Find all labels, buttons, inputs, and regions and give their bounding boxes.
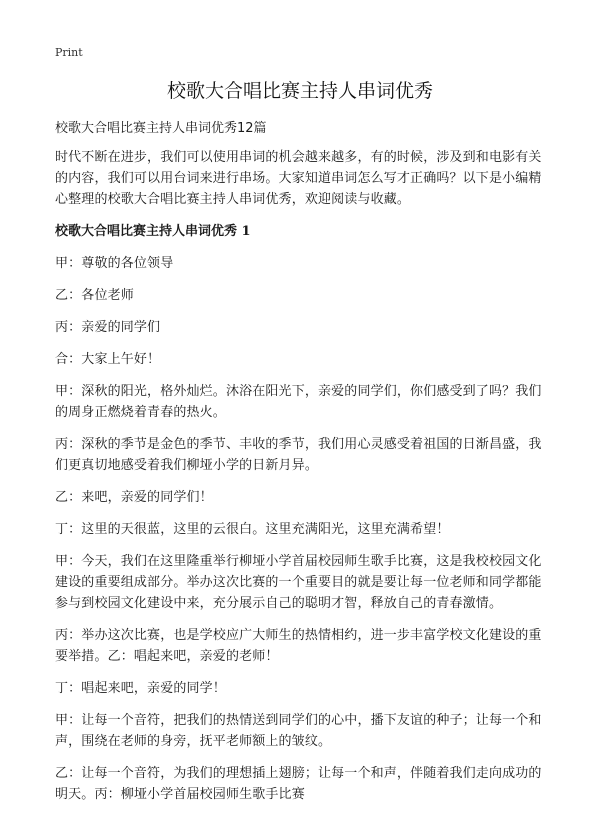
- print-label: Print: [55, 46, 83, 59]
- paragraph: 丙：深秋的季节是金色的季节、丰收的季节，我们用心灵感受着祖国的日渐昌盛，我们更真切地感受着我们柳垭小学的日新月异。: [55, 437, 542, 473]
- paragraph: 甲：让每一个音符，把我们的热情送到同学们的心中，播下友谊的种子；让每一个和声，围绕在老师的身旁，抚平老师额上的皱纹。: [55, 713, 542, 749]
- paragraph: 乙：让每一个音符，为我们的理想插上翅膀；让每一个和声，伴随着我们走向成功的明天。丙：柳垭小学首届校园师生歌手比赛: [55, 766, 542, 802]
- paragraph: 甲：尊敬的各位领导: [55, 256, 174, 271]
- page-title: 校歌大合唱比赛主持人串词优秀: [166, 80, 433, 102]
- paragraph: 合：大家上午好！: [55, 352, 161, 367]
- paragraph: 丁：这里的天很蓝，这里的云很白。这里充满阳光，这里充满希望！: [55, 522, 450, 537]
- document-body: [55, 147, 547, 816]
- paragraph: 丙：举办这次比赛，也是学校应广大师生的热情相约，进一步丰富学校文化建设的重要举措。乙：唱起来吧，亲爱的老师！: [55, 628, 542, 664]
- intro-paragraph: 时代不断在进步，我们可以使用串词的机会越来越多，有的时候，涉及到和电影有关的内容，我们可以用台词来进行串场。大家知道串词怎么写才正确吗？以下是小编精心整理的校歌大合唱比赛主持人串词优秀，欢迎阅读与收藏。: [55, 150, 542, 207]
- paragraph: 乙：各位老师: [55, 288, 134, 303]
- paragraph: 甲：今天，我们在这里隆重举行柳垭小学首届校园师生歌手比赛，这是我校校园文化建设的重要组成部分。举办这次比赛的一个重要目的就是要让每一位老师和同学都能参与到校园文化建设中来，充分展示自己的聪明才智，释放自己的青春激情。: [55, 554, 542, 611]
- paragraph: 甲：深秋的阳光，格外灿烂。沐浴在阳光下，亲爱的同学们，你们感受到了吗？我们的周身正燃烧着青春的热火。: [55, 384, 542, 420]
- paragraph: 乙：来吧，亲爱的同学们！: [55, 490, 213, 505]
- document-subtitle: 校歌大合唱比赛主持人串词优秀12篇: [55, 121, 267, 136]
- paragraph: 丙：亲爱的同学们: [55, 320, 161, 335]
- paragraph: 丁：唱起来吧，亲爱的同学！: [55, 681, 226, 696]
- section-heading: 校歌大合唱比赛主持人串词优秀 1: [55, 224, 251, 239]
